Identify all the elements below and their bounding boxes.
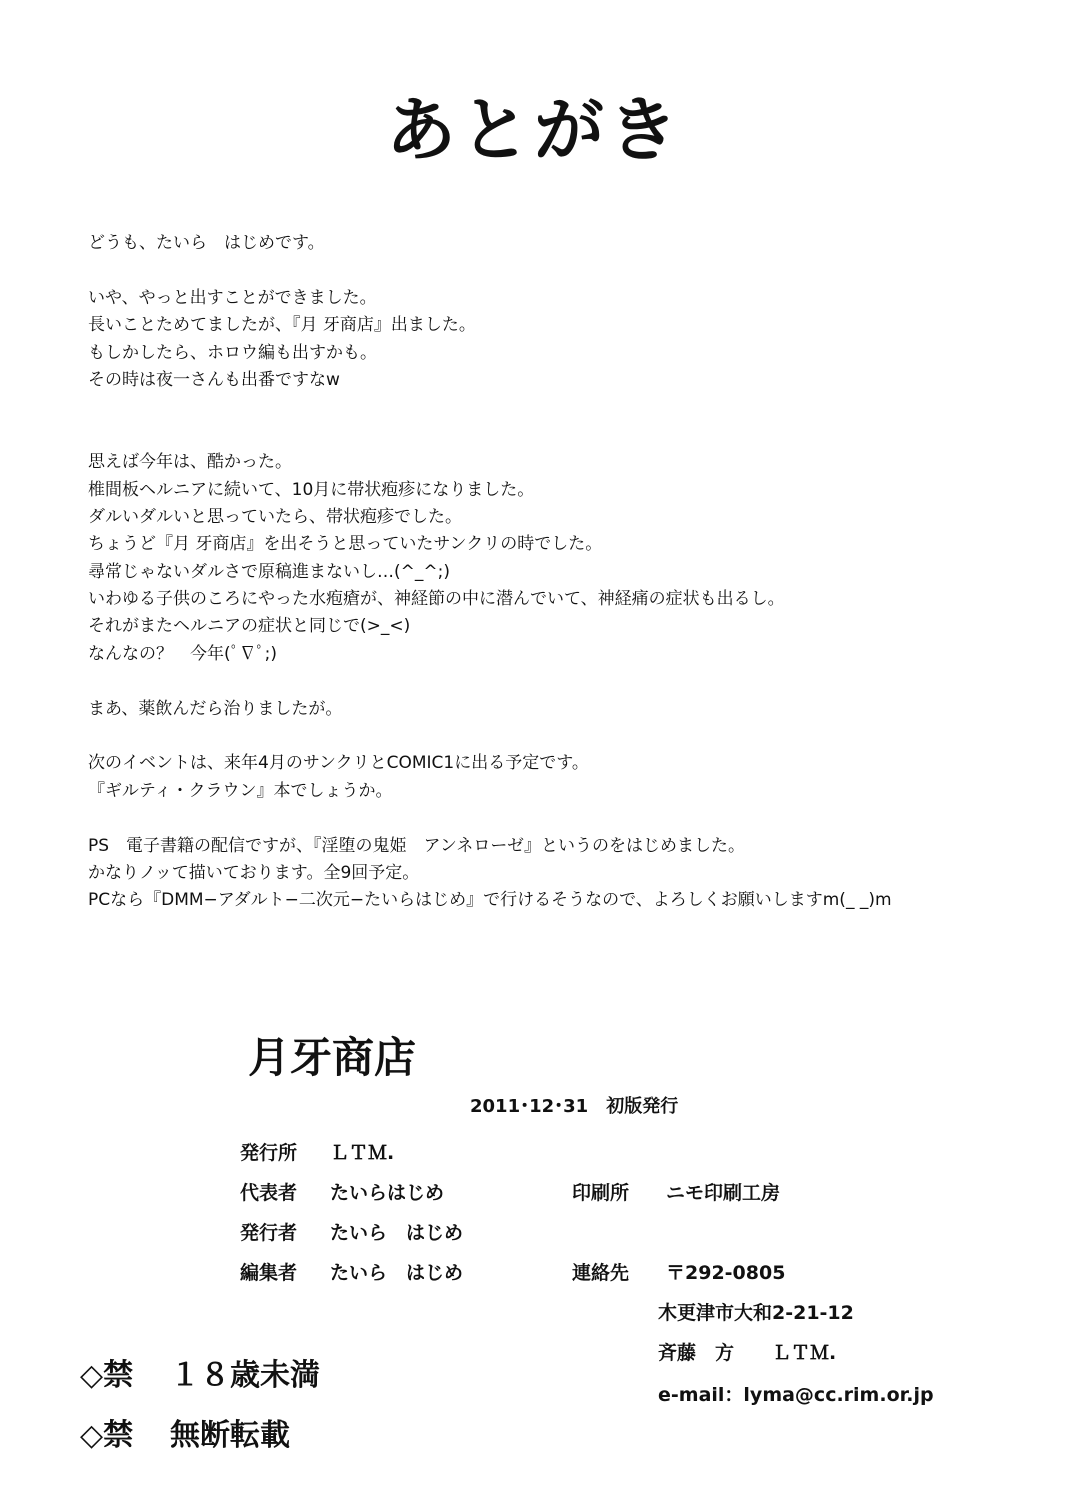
publisher-label: 発行所 <box>240 1142 298 1164</box>
publication-date: 2011･12･31 初版発行 <box>470 1096 679 1117</box>
text-line: 思えば今年は、酷かった。 <box>88 452 292 473</box>
representative-row <box>240 1178 444 1205</box>
text-line: かなりノッて描いております。全9回予定。 <box>88 863 420 883</box>
text-line: いや、やっと出すことができました。 <box>88 287 377 308</box>
text-line: いわゆる子供のころにやった水疱瘡が、神経節の中に潜んでいて、神経痛の症状も出るし。 <box>88 589 785 610</box>
text-line: ちょうど『月 牙商店』を出そうと思っていたサンクリの時でした。 <box>88 534 603 555</box>
text-line: どうも、たいら はじめです。 <box>88 233 325 253</box>
contact-label: 連絡先 <box>572 1262 630 1284</box>
contact-row <box>572 1258 785 1285</box>
text-line: ダルいダルいと思っていたら、帯状疱疹でした。 <box>88 506 462 527</box>
postal-code: 〒292-0805 <box>666 1262 786 1284</box>
page-title: あとがき <box>386 89 682 171</box>
printer-label: 印刷所 <box>572 1182 630 1204</box>
publisher-row <box>240 1138 394 1165</box>
issuer-label: 発行者 <box>240 1222 298 1244</box>
printer-value: ニモ印刷工房 <box>666 1182 781 1204</box>
publisher-value: ＬＴＭ. <box>330 1142 395 1164</box>
text-line: PCなら『DMM−アダルト−二次元−たいらはじめ』で行けるそうなので、よろしくお願いしますm(_ _)m <box>88 890 892 911</box>
text-line: 椎間板ヘルニアに続いて、10月に帯状疱疹になりました。 <box>88 479 535 500</box>
representative-value: たいらはじめ <box>330 1182 445 1204</box>
warning-text: 無断転載 <box>170 1418 290 1453</box>
prohibited-mark: ◇禁 <box>80 1358 134 1393</box>
warning-text: １８歳未満 <box>170 1358 320 1393</box>
text-line: その時は夜一さんも出番ですなw <box>88 369 340 390</box>
text-line: 尋常じゃないダルさで原稿進まないし…(^_^;) <box>88 561 450 582</box>
text-line: 次のイベントは、来年4月のサンクリとCOMIC1に出る予定です。 <box>88 753 589 774</box>
printer-row <box>572 1178 780 1205</box>
prohibited-mark: ◇禁 <box>80 1418 134 1453</box>
address-line: 木更津市大和2-21-12 <box>658 1302 854 1324</box>
issuer-row <box>240 1218 463 1245</box>
warning-no-reproduction <box>80 1410 290 1454</box>
email-address: e-mail：lyma@cc.rim.or.jp <box>658 1384 934 1406</box>
issuer-value: たいら はじめ <box>330 1222 464 1244</box>
text-line: もしかしたら、ホロウ編も出すかも。 <box>88 342 377 363</box>
text-line: まあ、薬飲んだら治りましたが。 <box>88 698 343 719</box>
warning-age-restriction <box>80 1350 320 1394</box>
representative-label: 代表者 <box>240 1182 298 1204</box>
editor-value: たいら はじめ <box>330 1262 464 1284</box>
text-line: PS 電子書籍の配信ですが、『淫堕の鬼姫 アンネローゼ』というのをはじめました。 <box>88 835 746 856</box>
text-line: 長いことためてましたが、『月 牙商店』出ました。 <box>88 315 476 336</box>
text-line: 『ギルティ・クラウン』本でしょうか。 <box>88 780 393 801</box>
text-line: なんなの？ 今年(ﾟ∇ﾟ;) <box>88 643 277 664</box>
afterword-body <box>88 230 988 915</box>
text-line: それがまたヘルニアの症状と同じで(>_<) <box>88 616 411 637</box>
editor-label: 編集者 <box>240 1262 298 1284</box>
care-of-line: 斉藤 方 ＬＴＭ. <box>658 1342 837 1364</box>
colophon-title: 月牙商店 <box>248 1033 417 1082</box>
editor-row <box>240 1258 463 1285</box>
